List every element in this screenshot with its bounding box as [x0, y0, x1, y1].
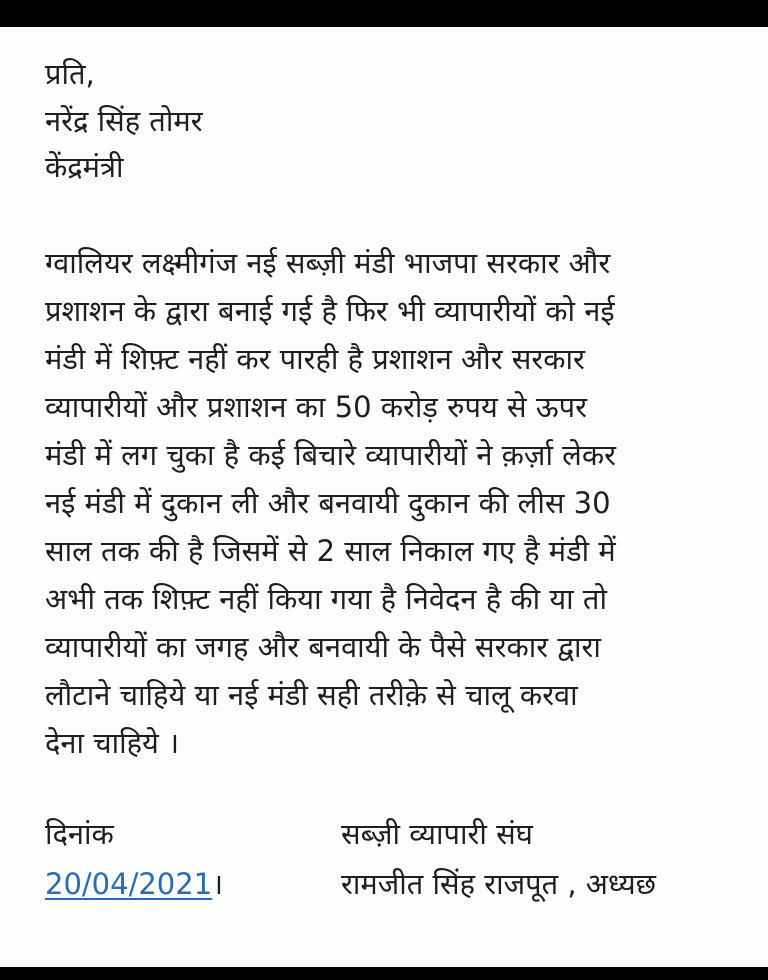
to-label: प्रति,	[45, 57, 95, 91]
letter-body	[45, 239, 616, 767]
body-line: प्रशाशन के द्वारा बनाई गई है फिर भी व्यापारीयों को नई	[45, 294, 615, 328]
body-line: देना चाहिये ।	[45, 726, 180, 760]
body-line: ग्वालियर लक्ष्मीगंज नई सब्ज़ी मंडी भाजपा सरकार और	[45, 246, 611, 280]
letter-page	[0, 27, 768, 967]
body-line: व्यापारीयों का जगह और बनवायी के पैसे सरकार द्वारा	[45, 630, 601, 664]
date-suffix: ।	[212, 867, 224, 901]
body-line: अभी तक शिफ़्ट नहीं किया गया है निवेदन है की या तो	[45, 582, 607, 616]
body-line: व्यापारीयों और प्रशाशन का 50 करोड़ रुपय से ऊपर	[45, 390, 587, 424]
date-row	[45, 859, 223, 909]
date-block	[45, 809, 223, 909]
signatory-name: रामजीत सिंह राजपूत , अध्यछ	[341, 867, 656, 901]
recipient-name: नरेंद्र सिंह तोमर	[45, 103, 203, 138]
body-line: मंडी में शिफ़्ट नहीं कर पारही है प्रशाशन और सरकार	[45, 342, 585, 376]
letter-header	[45, 51, 203, 191]
top-black-bar	[0, 0, 768, 27]
date-link[interactable]: 20/04/2021	[45, 867, 213, 901]
date-label: दिनांक	[45, 817, 114, 851]
body-line: साल तक की है जिसमें से 2 साल निकाल गए है मंडी में	[45, 534, 616, 568]
signature-block	[341, 809, 656, 909]
organization-name: सब्ज़ी व्यापारी संघ	[341, 817, 533, 851]
bottom-black-bar	[0, 967, 768, 980]
body-line: लौटाने चाहिये या नई मंडी सही तरीक़े से चालू करवा	[45, 678, 578, 712]
body-line: नई मंडी में दुकान ली और बनवायी दुकान की लीस 30	[45, 486, 611, 520]
body-line: मंडी में लग चुका है कई बिचारे व्यापारीयों ने क़र्ज़ा लेकर	[45, 438, 616, 472]
recipient-title: केंद्रमंत्री	[45, 150, 124, 184]
